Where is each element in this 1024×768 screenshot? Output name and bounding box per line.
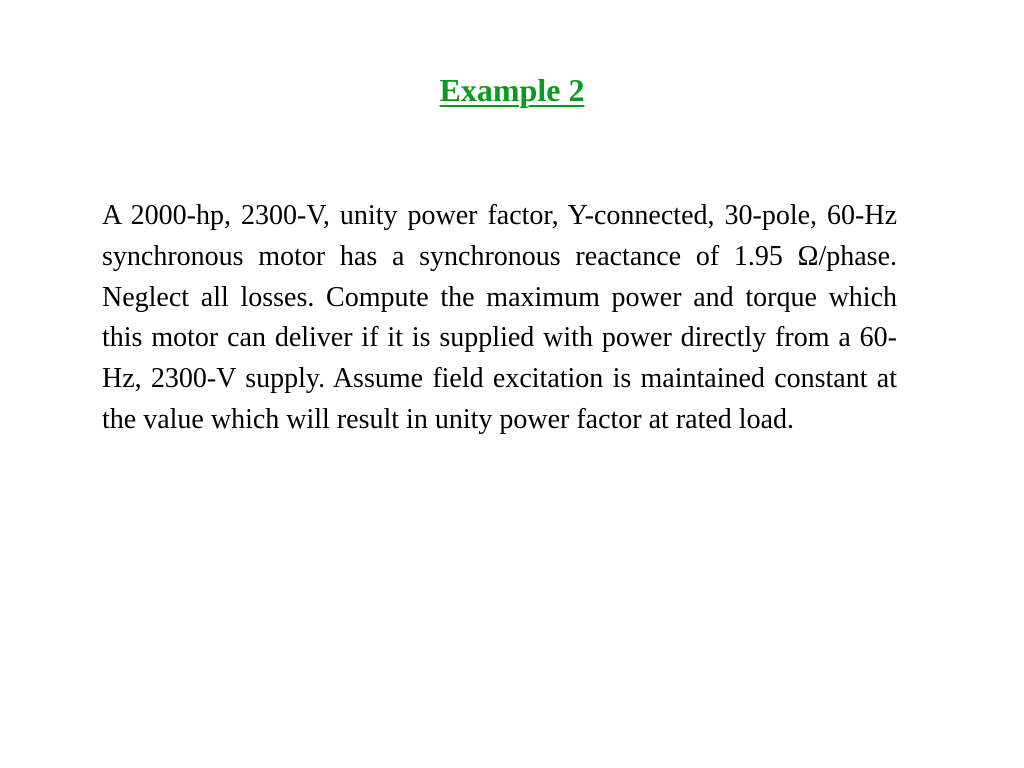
slide-title-text: Example 2 [439,72,585,108]
slide-title [0,68,1024,112]
problem-statement: A 2000-hp, 2300-V, unity power factor, Y-connected, 30-pole, 60-Hz synchronous motor has a synchronous reactance of 1.95 Ω/phase. Neglect all losses. Compute the maximum power and torque which this motor can deliver if it is supplied with power directly from a 60-Hz, 2300-V supply. Assume field excitation is maintained constant at the value which will result in unity power factor at rated load. [102,200,897,435]
